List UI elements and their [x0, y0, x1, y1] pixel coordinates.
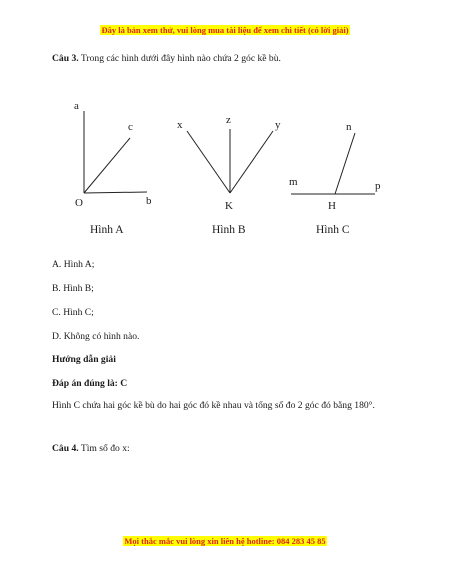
ray-hn: [335, 133, 355, 194]
label-o: O: [75, 197, 83, 209]
answer-line: [52, 378, 127, 389]
explanation: Hình C chứa hai góc kề bù do hai góc đó kề nhau và tổng số đo 2 góc đó bằng 180°.: [52, 400, 375, 411]
ray-oc: [84, 138, 130, 193]
option-b: B. Hình B;: [52, 283, 94, 294]
question-3-text: Trong các hình dưới đây hình nào chứa 2 góc kề bù.: [80, 53, 281, 64]
option-c: C. Hình C;: [52, 307, 94, 318]
label-h: H: [328, 200, 336, 212]
question-4-label: Câu 4.: [52, 443, 79, 454]
ray-ky: [230, 131, 273, 193]
question-4: [52, 443, 130, 454]
answer-label: Đáp án đúng là:: [52, 378, 118, 389]
option-d: D. Không có hình nào.: [52, 331, 140, 342]
caption-hinh-c: Hình C: [316, 224, 350, 236]
ray-kx: [187, 131, 230, 193]
label-b: b: [146, 195, 152, 207]
label-k: K: [225, 200, 233, 212]
label-a: a: [74, 100, 79, 112]
label-x: x: [177, 119, 183, 131]
label-n: n: [346, 121, 352, 133]
answer-value: C: [120, 378, 128, 389]
guide-heading: [52, 354, 116, 365]
preview-notice-text: Đây là bản xem thử, vui lòng mua tài liệu để xem chi tiết (có lời giải): [101, 25, 349, 35]
label-c: c: [128, 121, 133, 133]
guide-heading-text: Hướng dẫn giải: [52, 354, 116, 365]
caption-hinh-a: Hình A: [90, 224, 124, 236]
caption-hinh-b: Hình B: [212, 224, 246, 236]
hotline-text: Mọi thắc mắc vui lòng xin liên hệ hotline: 084 283 45 85: [124, 536, 326, 546]
ray-ob: [84, 192, 147, 193]
label-m: m: [289, 176, 298, 188]
label-y: y: [275, 119, 281, 131]
label-p: p: [375, 180, 381, 192]
question-3-label: Câu 3.: [52, 53, 79, 64]
option-a: A. Hình A;: [52, 259, 95, 270]
hotline-banner: [0, 536, 450, 546]
question-4-text: Tìm số đo x:: [80, 443, 130, 454]
label-z: z: [226, 114, 231, 126]
